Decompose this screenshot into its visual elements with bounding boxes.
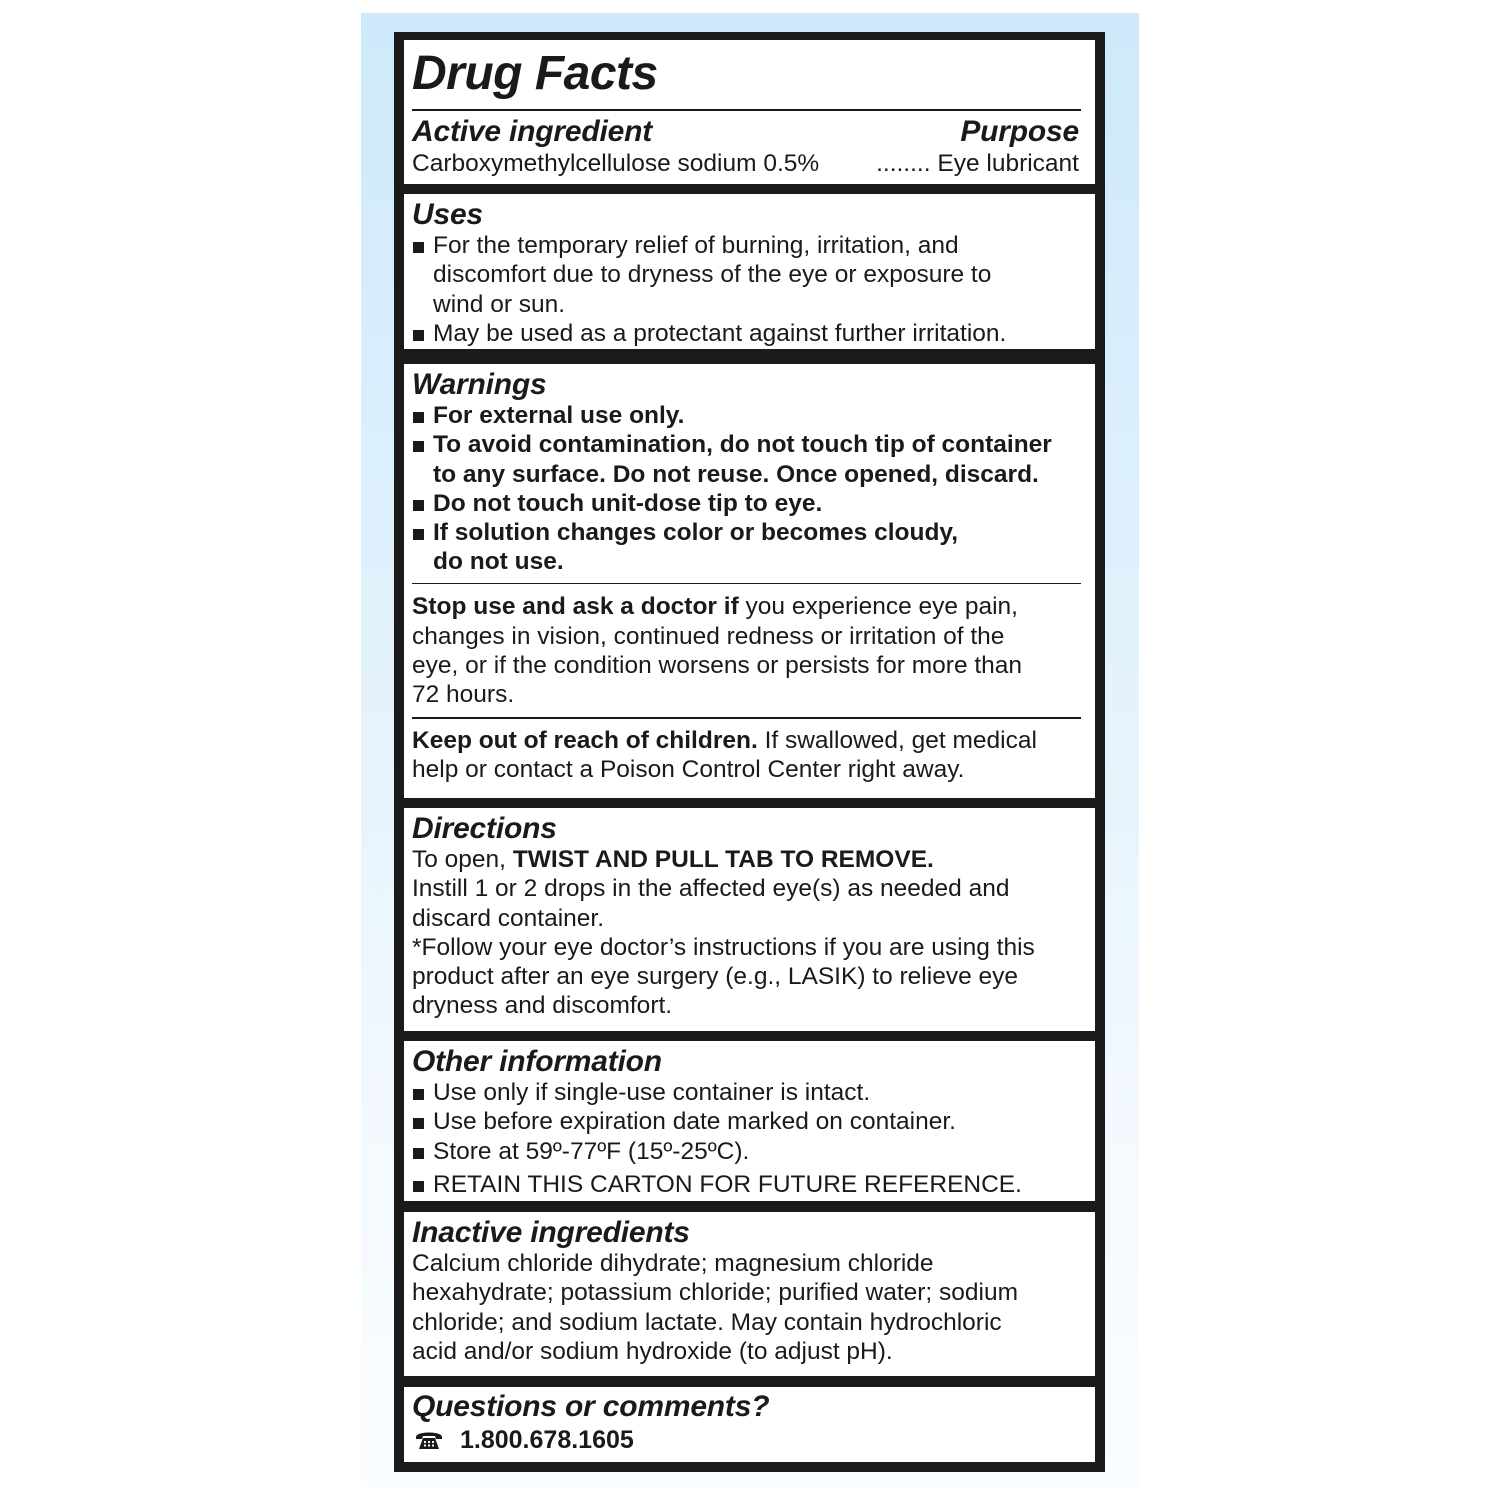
other-item-4	[412, 1170, 1095, 1199]
bullet-square	[413, 1148, 424, 1159]
telephone-icon	[414, 1429, 444, 1451]
directions-line-1: Instill 1 or 2 drops in the affected eye(s) as needed and	[412, 875, 1010, 903]
directions-line-4: product after an eye surgery (e.g., LASIK) to relieve eye	[412, 963, 1019, 991]
active-heading-row	[412, 116, 1079, 148]
phone-number[interactable]: 1.800.678.1605	[460, 1426, 634, 1454]
purpose-value-group	[876, 149, 1079, 178]
bullet-square	[413, 330, 424, 341]
keep-out-bold: Keep out of reach of children.	[412, 726, 758, 754]
warning-item-3-line-1: Do not touch unit-dose tip to eye.	[433, 489, 823, 517]
questions-box	[404, 1387, 1095, 1462]
other-item-1	[412, 1078, 1095, 1107]
warning-item-1	[412, 401, 1095, 430]
keep-out-line-1	[412, 726, 1095, 755]
bullet-square	[413, 1118, 424, 1129]
other-information-heading: Other information	[412, 1045, 662, 1078]
uses-item-1-line-2: discomfort due to dryness of the eye or exposure to	[433, 261, 992, 289]
warnings-divider-2	[412, 717, 1081, 719]
title-divider	[412, 109, 1081, 111]
warning-item-2-line-2: to any surface. Do not reuse. Once opened, discard.	[433, 460, 1039, 488]
other-item-3	[412, 1137, 1095, 1166]
phone-row	[412, 1425, 1095, 1455]
inactive-line-1: Calcium chloride dihydrate; magnesium chloride	[412, 1250, 934, 1277]
uses-heading: Uses	[412, 198, 483, 231]
warnings-divider-1	[412, 583, 1081, 585]
purpose-value: Eye lubricant	[937, 149, 1079, 177]
bullet-square	[413, 1181, 424, 1192]
directions-open-bold: TWIST AND PULL TAB TO REMOVE.	[512, 846, 934, 873]
bullet-square	[413, 1089, 424, 1100]
inactive-line-2: hexahydrate; potassium chloride; purified water; sodium	[412, 1279, 1019, 1307]
directions-box	[404, 808, 1095, 1031]
directions-open-line	[412, 845, 1095, 874]
warning-item-4-line-1: If solution changes color or becomes cloudy,	[433, 519, 959, 547]
other-information-box	[404, 1041, 1095, 1201]
warnings-box	[404, 364, 1095, 798]
other-item-3-text: Store at 59º-77ºF (15º-25ºC).	[433, 1137, 750, 1165]
warning-item-2-line-1: To avoid contamination, do not touch tip of container	[433, 431, 1052, 459]
directions-line-5: dryness and discomfort.	[412, 992, 673, 1020]
inactive-line-3: chloride; and sodium lactate. May contain hydrochloric	[412, 1308, 1002, 1336]
inactive-ingredients-box	[404, 1212, 1095, 1376]
stop-use-text-1: you experience eye pain,	[738, 593, 1018, 621]
stop-use-bold: Stop use and ask a doctor if	[412, 593, 739, 621]
uses-item-2	[412, 319, 1095, 348]
stop-use-line-3: eye, or if the condition worsens or persists for more than	[412, 651, 1023, 679]
directions-heading: Directions	[412, 812, 557, 845]
other-item-1-text: Use only if single-use container is intact.	[433, 1079, 871, 1106]
inactive-ingredients-heading: Inactive ingredients	[412, 1216, 690, 1249]
drug-facts-panel	[394, 32, 1105, 1472]
purpose-heading: Purpose	[960, 114, 1079, 148]
bullet-square	[413, 441, 424, 452]
drug-facts-title: Drug Facts	[412, 47, 658, 100]
bullet-square	[413, 500, 424, 511]
active-ingredient-name: Carboxymethylcellulose sodium 0.5%	[412, 149, 820, 177]
keep-out-text-1: If swallowed, get medical	[757, 726, 1037, 754]
keep-out-paragraph	[412, 726, 1095, 785]
directions-line-3: *Follow your eye doctor’s instructions if you are using this	[412, 933, 1035, 961]
uses-item-1-line-1: For the temporary relief of burning, irritation, and	[433, 232, 959, 259]
bullet-square	[413, 529, 424, 540]
warning-item-1-line-1: For external use only.	[433, 402, 685, 429]
bullet-square	[413, 242, 424, 253]
directions-line-2: discard container.	[412, 904, 605, 932]
leader-dots: ........	[876, 149, 931, 177]
warning-item-2	[412, 430, 1095, 489]
questions-heading: Questions or comments?	[412, 1390, 770, 1423]
stop-use-paragraph	[412, 592, 1095, 709]
inactive-line-4: acid and/or sodium hydroxide (to adjust pH).	[412, 1337, 893, 1365]
stop-use-line-2: changes in vision, continued redness or irritation of the	[412, 622, 1005, 650]
stop-use-line-1	[412, 592, 1095, 621]
active-ingredient-box	[404, 40, 1095, 184]
keep-out-line-2: help or contact a Poison Control Center right away.	[412, 756, 965, 784]
warning-item-4	[412, 518, 1095, 577]
directions-open-prefix: To open,	[412, 846, 513, 873]
warnings-heading: Warnings	[412, 368, 547, 401]
uses-box	[404, 194, 1095, 349]
bullet-square	[413, 412, 424, 423]
active-ingredient-row	[412, 149, 1079, 178]
uses-item-1	[412, 231, 1095, 319]
other-item-2-text: Use before expiration date marked on container.	[433, 1108, 956, 1136]
uses-item-2-line-1: May be used as a protectant against further irritation.	[433, 319, 1007, 347]
other-item-4-text: RETAIN THIS CARTON FOR FUTURE REFERENCE.	[433, 1170, 1022, 1198]
active-ingredient-heading: Active ingredient	[412, 114, 652, 148]
other-item-2	[412, 1107, 1095, 1136]
warning-item-3	[412, 489, 1095, 518]
uses-item-1-line-3: wind or sun.	[433, 290, 566, 318]
stop-use-line-4: 72 hours.	[412, 681, 515, 709]
warning-item-4-line-2: do not use.	[433, 548, 564, 576]
